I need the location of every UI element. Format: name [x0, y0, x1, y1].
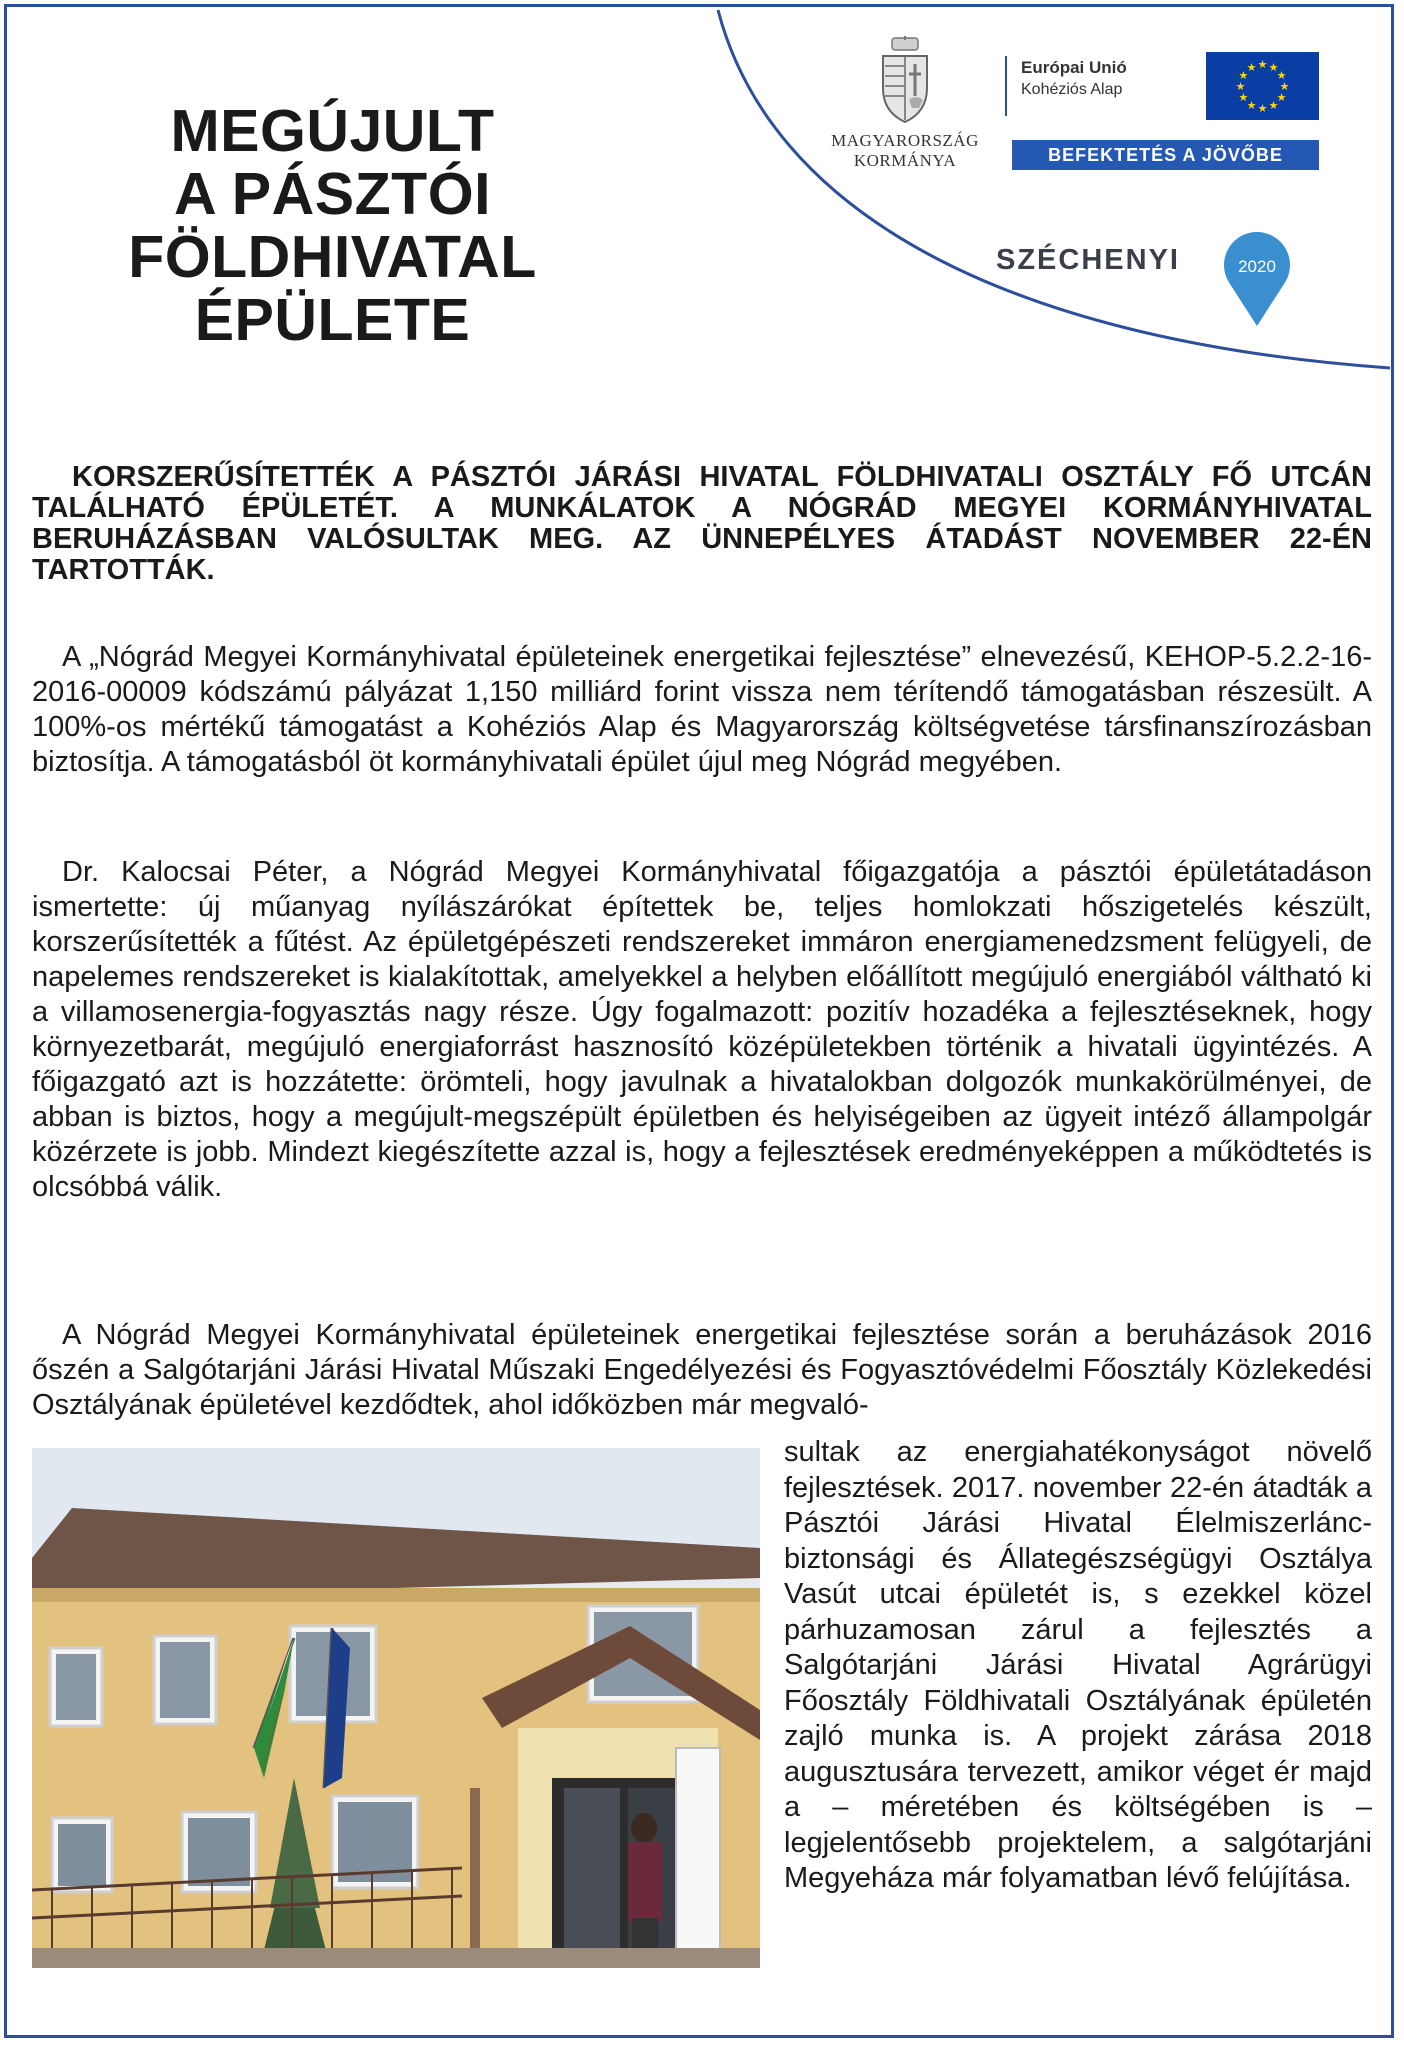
eu-star: ★: [1268, 100, 1279, 113]
body-paragraph: A Nógrád Megyei Kormányhivatal épületeinek energetikai fejlesztése során a beruházások 2016 őszén a Salgótarjáni Járási Hivatal Műszaki Engedélyezési és Fogyasztóvédelmi Főosztály Közlekedési Osztályának épületével kezdődtek, ahol időközben már megvaló-: [32, 1319, 1372, 1421]
government-logo: [820, 36, 990, 171]
article-title: [100, 100, 565, 352]
body-paragraph: A „Nógrád Megyei Kormányhivatal épületeinek energetikai fejlesztése” elnevezésű, KEHOP-5.2.2-16-2016-00009 kódszámú pályázat 1,150 milliárd forint vissza nem térítendő támogatásban részesült. A 100%-os mértékű támogatást a Kohéziós Alap és Magyarország költségvetése társfinanszírozásban biztosítja. A támogatásból öt kormányhivatali épület újul meg Nógrád megyében.: [32, 641, 1372, 778]
body-paragraph: Dr. Kalocsai Péter, a Nógrád Megyei Kormányhivatal főigazgatója a pásztói épületátadáson ismertette: új műanyag nyílászárókat építettek be, teljes homlokzati hőszigetelés készült, korszerűsítették a fűtést. Az épületgépészeti rendszereket immáron energiamenedzsment felügyeli, de napelemes rendszereket is kialakítottak, amelyekkel a helyben előállított megújuló energiából váltható ki a villamosenergia-fogyasztás nagy része. Úgy fogalmazott: pozitív hozadéka a fejlesztéseknek, hogy környezetbarát, megújuló energiaforrást hasznosító középületekben történik a hivatali ügyintézés. A főigazgató azt is hozzátette: örömteli, hogy javulnak a hivatalokban dolgozók munkakörülményei, de abban is biztos, hogy a megújult-megszépült épületben és helyiségeiben az ügyeit intéző állampolgár közérzete is jobb. Mindezt kiegészítette azzal is, hogy a fejlesztések eredményeképpen a működtetés is olcsóbbá válik.: [32, 856, 1372, 1203]
eu-star: ★: [1246, 100, 1257, 113]
szechenyi-year: 2020: [1238, 257, 1276, 276]
eu-star: ★: [1279, 81, 1290, 93]
title-line: MEGÚJULT: [170, 98, 495, 164]
szechenyi-pin-icon: [1222, 232, 1292, 328]
eu-banner: BEFEKTETÉS A JÖVŐBE: [1012, 140, 1319, 170]
gov-name-line2: KORMÁNYA: [853, 151, 957, 170]
eu-star: ★: [1276, 70, 1287, 82]
gov-name-line1: MAGYARORSZÁG: [831, 131, 979, 150]
title-line: ÉPÜLETE: [194, 287, 471, 353]
eu-star: ★: [1257, 103, 1268, 115]
building-photo: [32, 1448, 760, 1968]
eu-star: ★: [1238, 92, 1249, 104]
title-line: FÖLDHIVATAL: [128, 224, 537, 290]
eu-star: ★: [1268, 61, 1279, 74]
title-line: A PÁSZTÓI: [174, 161, 491, 227]
eu-star: ★: [1246, 61, 1257, 74]
body-paragraph-wrapped: sultak az energiahatékonyságot növelő fejlesztések. 2017. november 22-én átadták a Pásztói Járási Hivatal Élelmiszerlánc-biztonsági és Állategészségügyi Osztálya Vasút utcai épületét is, s ezekkel közel párhuzamosan zárul a fejlesztés a Salgótarjáni Járási Hivatal Agrárügyi Főosztály Földhivatali Osztályának épületén zajló munka is. A projekt zárása 2018 augusztusára tervezett, amikor véget ér majd a – méretében és költségében is – legjelentősebb projektelem, a salgótarjáni Megyeháza már folyamatban lévő felújítása.: [784, 1436, 1372, 1894]
coat-of-arms-icon: [875, 36, 935, 126]
eu-name: Európai Unió: [1021, 58, 1127, 77]
eu-label: [1005, 56, 1127, 116]
eu-fund: Kohéziós Alap: [1021, 81, 1123, 98]
eu-star: ★: [1235, 81, 1246, 93]
eu-flag-icon: [1206, 52, 1319, 120]
eu-star: ★: [1276, 92, 1287, 104]
eu-star: ★: [1238, 70, 1249, 82]
lead-paragraph: KORSZERŰSÍTETTÉK A PÁSZTÓI JÁRÁSI HIVATAL FÖLDHIVATALI OSZTÁLY FŐ UTCÁN TALÁLHATÓ ÉPÜLETÉT. A MUNKÁLATOK A NÓGRÁD MEGYEI KORMÁNYHIVATAL BERUHÁZÁSBAN VALÓSULTAK MEG. AZ ÜNNEPÉLYES ÁTADÁST NOVEMBER 22-ÉN TARTOTTÁK.: [32, 461, 1372, 586]
szechenyi-logo-text: SZÉCHENYI: [996, 244, 1180, 276]
eu-star: ★: [1257, 59, 1268, 71]
